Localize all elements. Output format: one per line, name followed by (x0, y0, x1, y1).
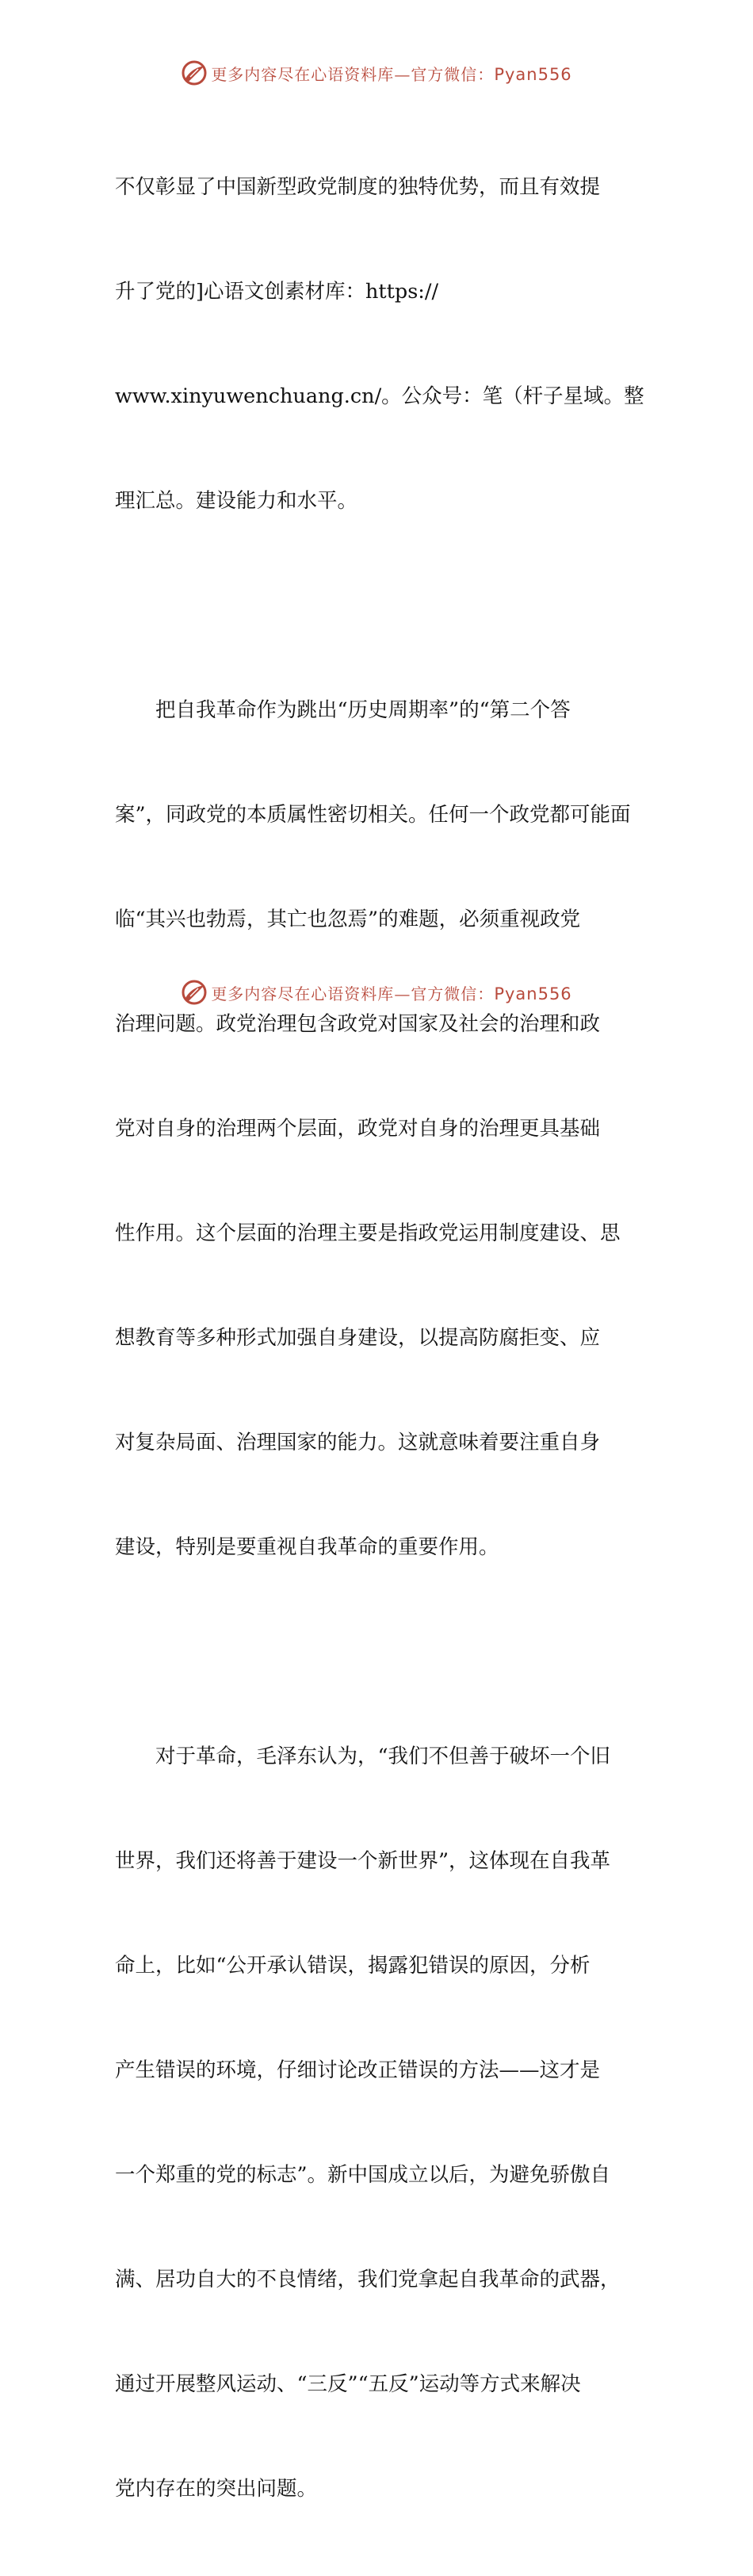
text-line: www.xinyuwenchuang.cn/。公众号：笔（杆子星域。整 (115, 384, 644, 408)
text-line: 升了党的]心语文创素材库：https:// (115, 280, 439, 304)
text-line: 性作用。这个层面的治理主要是指政党运用制度建设、思 (115, 1221, 621, 1245)
banner-text (211, 981, 571, 1004)
text-line: 建设，特别是要重视自我革命的重要作用。 (115, 1535, 499, 1559)
paragraph-1 (115, 100, 654, 588)
text-line: 一个郑重的党的标志”。新中国成立以后，为避免骄傲自 (115, 2163, 611, 2187)
text-line: 把自我革命作为跳出“历史周期率”的“第二个答 (115, 698, 571, 722)
header-banner (0, 57, 753, 89)
text-line: 想教育等多种形式加强自身建设，以提高防腐拒变、应 (115, 1326, 601, 1350)
text-line: 对复杂局面、治理国家的能力。这就意味着要注重自身 (115, 1431, 601, 1454)
text-line: 产生错误的环境，仔细讨论改正错误的方法——这才是 (115, 2058, 601, 2082)
text-line: 案”，同政党的本质属性密切相关。任何一个政党都可能面 (115, 803, 631, 827)
brand-logo-icon (181, 59, 208, 86)
text-line: 临“其兴也勃焉，其亡也忽焉”的难题，必须重视政党 (115, 908, 581, 931)
brand-logo-icon (181, 979, 208, 1006)
banner-site-text: 更多内容尽在心语资料库 (211, 984, 395, 1003)
paragraph-gap (115, 1634, 654, 1669)
paragraph-2 (115, 623, 654, 1634)
text-line: 党对自身的治理两个层面，政党对自身的治理更具基础 (115, 1117, 601, 1141)
banner-site-text: 更多内容尽在心语资料库 (211, 64, 395, 84)
banner-wechat-id: Pyan556 (494, 64, 572, 84)
paragraph-gap (115, 588, 654, 623)
text-line: 理汇总。建设能力和水平。 (115, 489, 358, 513)
footer-banner (0, 977, 753, 1008)
paragraph-3 (115, 1669, 654, 2576)
banner-text (211, 62, 571, 85)
text-line: 党内存在的突出问题。 (115, 2477, 318, 2501)
text-line: 命上，比如“公开承认错误，揭露犯错误的原因，分析 (115, 1954, 591, 1978)
text-line: 治理问题。政党治理包含政党对国家及社会的治理和政 (115, 1012, 601, 1036)
text-line: 满、居功自大的不良情绪，我们党拿起自我革命的武器， (115, 2268, 621, 2291)
text-line: 对于革命，毛泽东认为，“我们不但善于破坏一个旧 (115, 1745, 611, 1768)
banner-wechat-id: Pyan556 (494, 984, 572, 1003)
text-line: 不仅彰显了中国新型政党制度的独特优势，而且有效提 (115, 175, 601, 199)
banner-wechat-label: —官方微信： (394, 64, 495, 84)
banner-wechat-label: —官方微信： (394, 984, 495, 1003)
text-line: 世界，我们还将善于建设一个新世界”，这体现在自我革 (115, 1849, 611, 1873)
document-body (115, 100, 654, 2576)
text-line: 通过开展整风运动、“三反”“五反”运动等方式来解决 (115, 2372, 581, 2396)
